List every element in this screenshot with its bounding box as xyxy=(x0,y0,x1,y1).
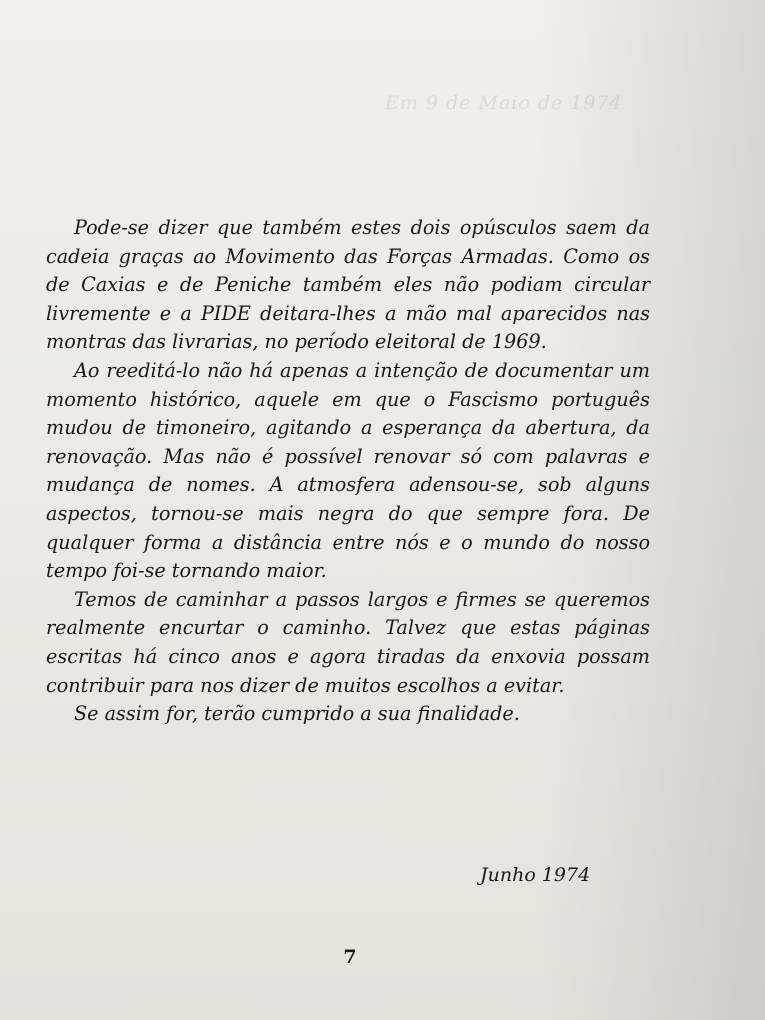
show-through-text: Em 9 de Maio de 1974 xyxy=(385,92,623,114)
paragraph-2: Ao reeditá-lo não há apenas a intenção de documentar um momento histórico, aquele em que o Fascismo português mudou de timoneiro, agitando a esperança da abertura, da renovação. Mas não é possível renovar só com palavras e mudança de nomes. A atmosfera adensou-se, sob alguns aspectos, tornou-se mais negra do que sempre fora. De qualquer forma a distância entre nós e o mundo do nosso tempo foi-se tornando maior. xyxy=(46,358,650,583)
paragraph-4: Se assim for, terão cumprido a sua finalidade. xyxy=(74,702,520,726)
date-signature: Junho 1974 xyxy=(480,864,591,886)
paragraph-3: Temos de caminhar a passos largos e firmes se queremos realmente encurtar o caminho. Talvez que estas páginas escritas há cinco anos e agora tiradas da enxovia possam contribuir para nos dizer de muitos escolhos a evitar. xyxy=(46,587,650,697)
page-number: 7 xyxy=(343,946,357,968)
paragraph-1: Pode-se dizer que também estes dois opúsculos saem da cadeia graças ao Movimento das Forças Armadas. Como os de Caxias e de Peniche também eles não podiam circular livremente e a PIDE deitara-lhes a mão mal aparecidos nas montras das livrarias, no período eleitoral de 1969. xyxy=(46,216,650,354)
body-text xyxy=(46,214,650,729)
